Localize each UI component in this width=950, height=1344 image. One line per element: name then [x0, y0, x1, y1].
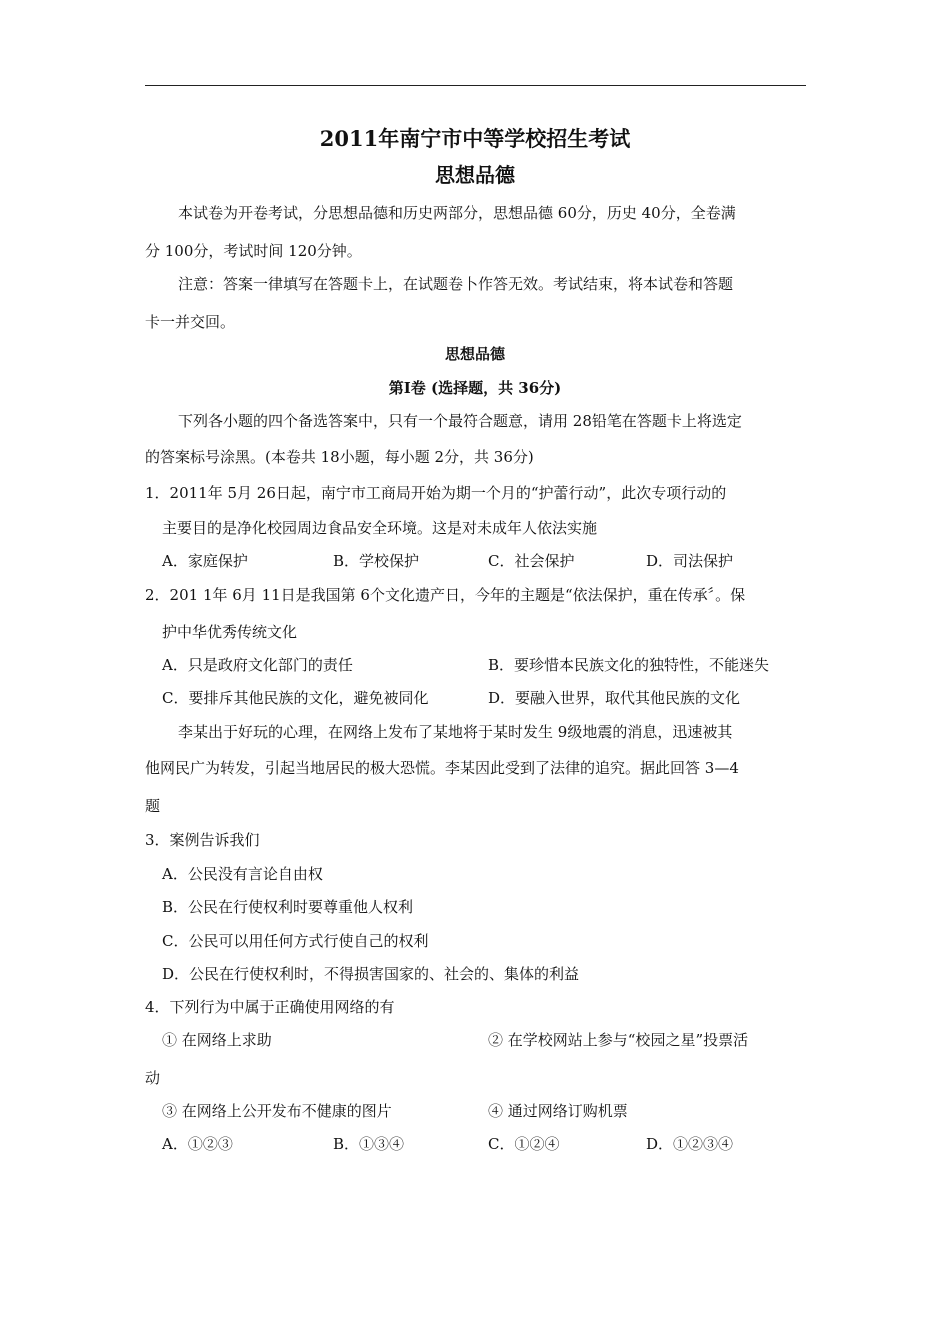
question-2-stem: 2．201 1年 6月 11日是我国第 6个文化遗产日，今年的主题是“依法保护，重在传承〞。保	[145, 586, 746, 604]
question-4-item: 动	[145, 1069, 161, 1087]
question-1-stem: 1．2011年 5月 26日起，南宁市工商局开始为期一个月的“护蕾行动”，此次专项行动的	[145, 484, 727, 502]
question-2-option: C．要排斥其他民族的文化，避免被同化	[162, 689, 429, 707]
exam-subtitle: 思想品德	[435, 163, 515, 187]
header-rule	[145, 85, 806, 86]
section-heading: 思想品德	[444, 345, 505, 363]
instruction-line: 下列各小题的四个备选答案中，只有一个最符合题意，请用 28铅笔在答题卡上将选定	[178, 412, 742, 430]
notice-line: 注意：答案一律填写在答题卡上，在试题卷卜作答无效。考试结束，将本试卷和答题	[178, 275, 734, 293]
question-2-option: B．要珍惜本民族文化的独特性，不能迷失	[488, 656, 770, 674]
question-2-option: A．只是政府文化部门的责任	[162, 656, 353, 674]
question-1-stem: 主要目的是净化校园周边食品安全环境。这是对未成年人依法实施	[162, 519, 598, 537]
question-3-stem: 3．案例告诉我们	[145, 831, 260, 849]
question-3-option: D．公民在行使权利时，不得损害国家的、社会的、集体的利益	[162, 965, 580, 983]
question-1-option: D．司法保护	[646, 552, 734, 570]
question-4-item: ④ 通过网络订购机票	[488, 1102, 628, 1120]
exam-title: 2011年南宁市中等学校招生考试	[319, 126, 631, 151]
question-1-option: A．家庭保护	[162, 552, 248, 570]
question-4-option: B．①③④	[333, 1135, 405, 1153]
question-4-item: ③ 在网络上公开发布不健康的图片	[162, 1102, 392, 1120]
question-4-option: A．①②③	[162, 1135, 233, 1153]
notice-line: 卡一并交回。	[145, 313, 236, 331]
question-1-option: B．学校保护	[333, 552, 420, 570]
passage-line: 李某出于好玩的心理，在网络上发布了某地将于某时发生 9级地震的消息，迅速被其	[178, 723, 733, 741]
part-heading: 第Ⅰ卷 (选择题，共 36分)	[388, 379, 562, 397]
intro-line: 本试卷为开卷考试，分思想品德和历史两部分，思想品德 60分，历史 40分，全卷满	[178, 204, 736, 222]
question-2-option: D．要融入世界，取代其他民族的文化	[488, 689, 741, 707]
question-1-option: C．社会保护	[488, 552, 575, 570]
question-4-item: ① 在网络上求助	[162, 1031, 272, 1049]
question-4-option: D．①②③④	[646, 1135, 734, 1153]
question-3-option: B．公民在行使权利时要尊重他人权利	[162, 898, 414, 916]
instruction-line: 的答案标号涂黑。(本卷共 18小题，每小题 2分，共 36分)	[145, 448, 534, 466]
question-3-option: A．公民没有言论自由权	[162, 865, 323, 883]
intro-line: 分 100分，考试时间 120分钟。	[145, 242, 362, 260]
question-4-item: ② 在学校网站上参与“校园之星”投票活	[488, 1031, 749, 1049]
passage-line: 他网民广为转发，引起当地居民的极大恐慌。李某因此受到了法律的追究。据此回答 3—4	[145, 759, 739, 777]
passage-line: 题	[145, 797, 161, 815]
question-3-option: C．公民可以用任何方式行使自己的权利	[162, 932, 429, 950]
question-2-stem: 护中华优秀传统文化	[162, 623, 298, 641]
question-4-stem: 4．下列行为中属于正确使用网络的有	[145, 998, 395, 1016]
question-4-option: C．①②④	[488, 1135, 560, 1153]
